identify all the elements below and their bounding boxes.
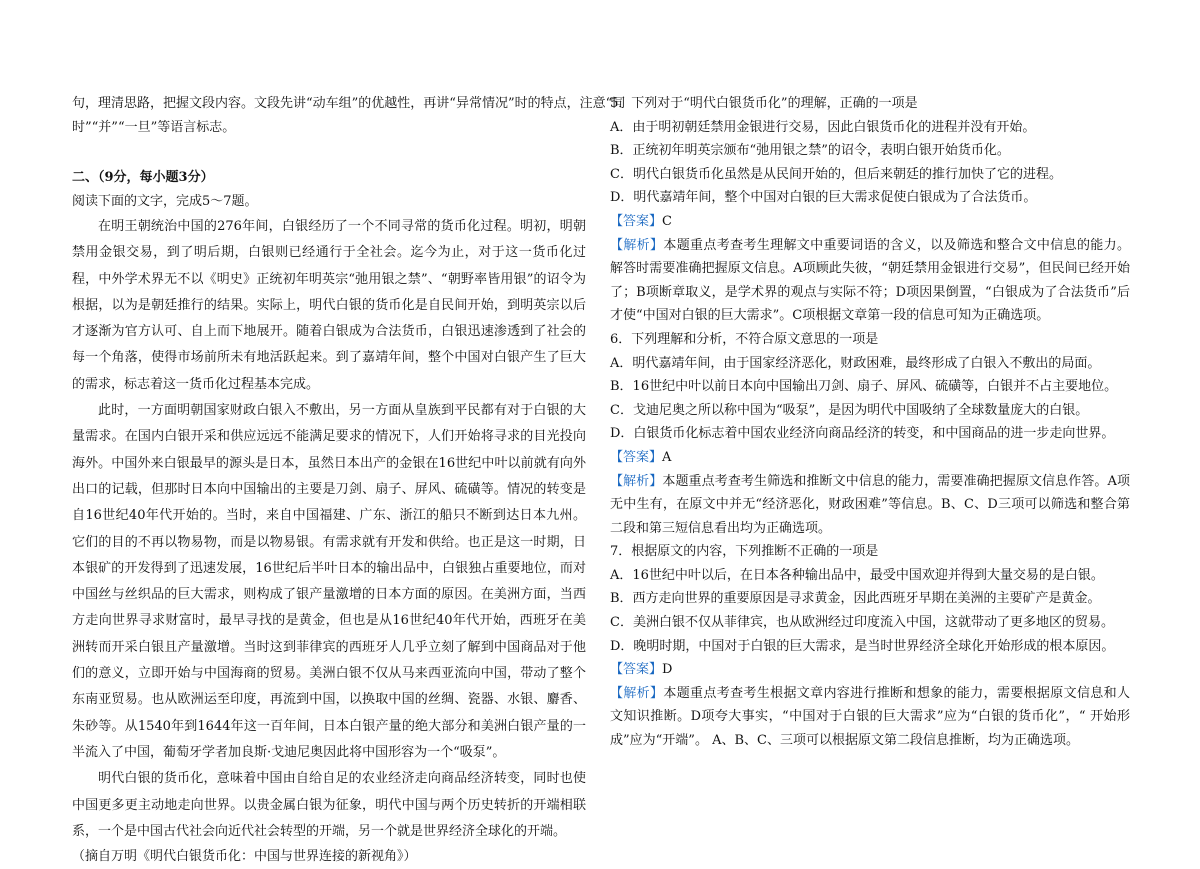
option-text: A．明代嘉靖年间，由于国家经济恶化，财政困难，最终形成了白银入不敷出的局面。 xyxy=(610,355,1101,371)
option-text: A．由于明初朝廷禁用金银进行交易，因此白银货币化的进程并没有开始。 xyxy=(610,119,1036,135)
question-text: 5．下列对于“明代白银货币化”的理解，正确的一项是 xyxy=(610,96,918,111)
answer-text: C xyxy=(662,213,672,229)
passage-source: （摘自万明《明代白银货币化：中国与世界连接的新视角》） xyxy=(72,849,417,865)
option-2 xyxy=(610,139,1130,163)
option-17 xyxy=(610,611,1130,635)
option-11 xyxy=(610,422,1130,446)
left-column xyxy=(72,92,626,869)
answer-text: A xyxy=(662,449,672,465)
option-10 xyxy=(610,399,1130,423)
explanation-tag: 【解析】 xyxy=(610,685,664,701)
answer-text: D xyxy=(662,662,673,678)
explanation-20 xyxy=(610,682,1130,753)
answer-tag: 【答案】 xyxy=(610,213,663,229)
option-9 xyxy=(610,375,1130,399)
question-7 xyxy=(610,328,1130,352)
option-4 xyxy=(610,186,1130,210)
option-text: B．正统初年明英宗颁布“弛用银之禁”的诏令，表明白银开始货币化。 xyxy=(610,143,1010,159)
option-3 xyxy=(610,163,1130,187)
option-text: B．16世纪中叶以前日本向中国输出刀剑、扇子、屏风、硫磺等，白银并不占主要地位。 xyxy=(610,379,1118,395)
explanation-6 xyxy=(610,234,1130,328)
reading-instruction: 阅读下面的文字，完成5～7题。 xyxy=(72,194,258,209)
intro-line-1: 句，理清思路，把握文段内容。文段先讲“动车组”的优越性，再讲“异常情况”时的特点，注意“同 xyxy=(72,96,626,111)
answer-tag: 【答案】 xyxy=(610,662,663,678)
answer-tag: 【答案】 xyxy=(610,449,663,465)
answer-19 xyxy=(610,658,1130,682)
option-15 xyxy=(610,564,1130,588)
option-text: C．戈迪尼奥之所以称中国为“吸泵”，是因为明代中国吸纳了全球数量庞大的白银。 xyxy=(610,402,1089,418)
explanation-text: 本题重点考查考生筛选和推断文中信息的能力，需要准确把握原文信息作答。A项无中生有，在原文中并无“经济恶化，财政困难”等信息。B、C、D三项可以筛选和整合第二段和第三短信息看出均为正确选项。 xyxy=(610,473,1130,536)
option-16 xyxy=(610,587,1130,611)
answer-5 xyxy=(610,210,1130,234)
question-text: 6．下列理解和分析，不符合原文意思的一项是 xyxy=(610,331,879,347)
option-18 xyxy=(610,635,1130,659)
option-text: B．西方走向世界的重要原因是寻求黄金，因此西班牙早期在美洲的主要矿产是黄金。 xyxy=(610,591,1101,607)
option-text: A．16世纪中叶以后，在日本各种输出品中，最受中国欢迎并得到大量交易的是白银。 xyxy=(610,567,1104,583)
option-text: D．明代嘉靖年间，整个中国对白银的巨大需求促使白银成为了合法货币。 xyxy=(610,190,1037,206)
question-14 xyxy=(610,540,1130,564)
question-0 xyxy=(610,92,1130,116)
explanation-13 xyxy=(610,470,1130,541)
section-title: 二、（9分，每小题3分） xyxy=(72,170,214,185)
explanation-tag: 【解析】 xyxy=(610,473,663,489)
passage-paragraph-1: 在明王朝统治中国的276年间，白银经历了一个不同寻常的货币化过程。明初，明朝禁用金银交易，到了明后期，白银则已经通行于全社会。迄今为止，对于这一货币化过程，中外学术界无不以《明史》正统初年明英宗“弛用银之禁”、“朝野率皆用银”的诏令为根据，以为是朝廷推行的结果。实际上，明代白银的货币化是自民间开始，到明英宗以后才逐渐为官方认可、自上而下地展开。随着白银成为合法货币，白银迅速渗透到了社会的每一个角落，使得市场前所未有地活跃起来。到了嘉靖年间，整个中国对白银产生了巨大的需求，标志着这一货币化过程基本完成。 xyxy=(72,219,586,392)
intro-line-2: 时”“并”“一旦”等语言标志。 xyxy=(72,120,236,135)
explanation-text: 本题重点考查考生根据文章内容进行推断和想象的能力，需要根据原文信息和人文知识推断。D项夸大事实，“中国对于白银的巨大需求”应为“白银的货币化”，“ 开始形成”应为“开端”。 A、B、C、三项可以根据原文第二段信息推断，均为正确选项。 xyxy=(610,685,1130,749)
option-text: C．明代白银货币化虽然是从民间开始的，但后来朝廷的推行加快了它的进程。 xyxy=(610,166,1062,182)
option-text: C．美洲白银不仅从菲律宾，也从欧洲经过印度流入中国，这就带动了更多地区的贸易。 xyxy=(610,615,1114,631)
option-text: D．白银货币化标志着中国农业经济向商品经济的转变，和中国商品的进一步走向世界。 xyxy=(610,426,1115,442)
passage-paragraph-2: 此时，一方面明朝国家财政白银入不敷出，另一方面从皇族到平民都有对于白银的大量需求。在国内白银开采和供应远远不能满足要求的情况下，人们开始将寻求的目光投向海外。中国外来白银最早的源头是日本，虽然日本出产的金银在16世纪中叶以前就有向外出口的记载，但那时日本向中国输出的主要是刀剑、扇子、屏风、硫磺等。情况的转变是自16世纪40年代开始的。当时，来自中国福建、广东、浙江的船只不断到达日本九州。它们的目的不再以物易物，而是以物易银。有需求就有开发和供给。也正是这一时期，日本银矿的开发得到了迅速发展，16世纪后半叶日本的输出品中，白银独占重要地位，而对中国丝与丝织品的巨大需求，则构成了银产量激增的日本方面的原因。在美洲方面，当西方走向世界寻求财富时，最早寻找的是黄金，但也是从16世纪40年代开始，西班牙在美洲转而开采白银且产量激增。当时这到菲律宾的西班牙人几乎立刻了解到中国商品对于他们的意义，立即开始与中国海商的贸易。美洲白银不仅从马来西亚流向中国，带动了整个东南亚贸易。也从欧洲运至印度，再流到中国，以换取中国的丝绸、瓷器、水银、麝香、朱砂等。从1540年到1644年这一百年间，日本白银产量的绝大部分和美洲白银产量的一半流入了中国，葡萄牙学者加良斯·戈迪尼奥因此将中国形容为一个“吸泵”。 xyxy=(72,403,586,760)
explanation-text: 本题重点考查考生理解文中重要词语的含义，以及筛选和整合文中信息的能力。解答时需要准确把握原文信息。A项顾此失彼，“朝廷禁用金银进行交易”，但民间已经开始了；B项断章取义，是学术界的观点与实际不符；D项因果倒置，“白银成为了合法货币”后才使“中国对白银的巨大需求”。C项根据文章第一段的信息可知为正确选项。 xyxy=(610,237,1130,324)
option-text: D．晚明时期，中国对于白银的巨大需求，是当时世界经济全球化开始形成的根本原因。 xyxy=(610,638,1115,654)
answer-12 xyxy=(610,446,1130,470)
option-1 xyxy=(610,116,1130,140)
explanation-tag: 【解析】 xyxy=(610,237,664,253)
option-8 xyxy=(610,352,1130,376)
question-text: 7．根据原文的内容，下列推断不正确的一项是 xyxy=(610,544,879,560)
passage-paragraph-3: 明代白银的货币化，意味着中国由自给自足的农业经济走向商品经济转变，同时也使中国更多更主动地走向世界。以贵金属白银为征象，明代中国与两个历史转折的开端相联系，一个是中国古代社会向近代社会转型的开端，另一个就是世界经济全球化的开端。 xyxy=(72,771,586,839)
right-column xyxy=(610,92,1130,753)
